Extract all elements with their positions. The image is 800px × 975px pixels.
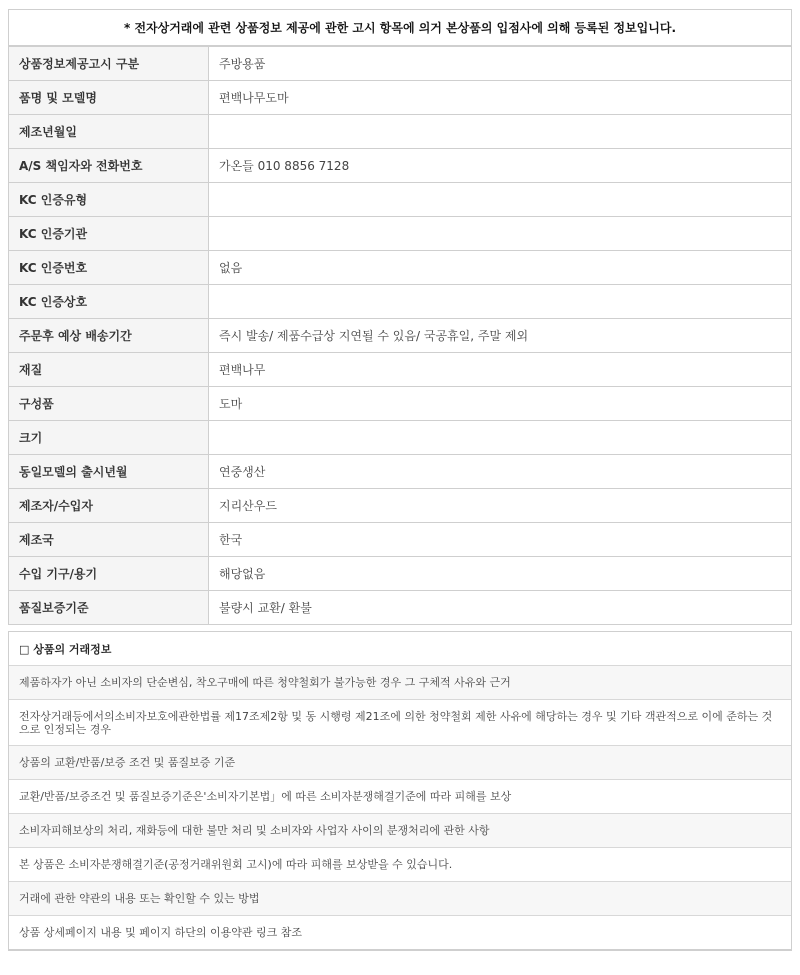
info-label: 제조년월일 [9, 115, 209, 149]
trade-answer: 본 상품은 소비자분쟁해결기준(공정거래위원회 고시)에 따라 피해를 보상받을 수 있습니다. [9, 847, 791, 881]
info-label: 주문후 예상 배송기간 [9, 319, 209, 353]
trade-answer: 교환/반품/보증조건 및 품질보증기준은'소비자기본법」에 따른 소비자분쟁해결기준에 따라 피해를 보상 [9, 779, 791, 813]
info-value: 주방용품 [209, 47, 792, 81]
table-row [9, 387, 792, 421]
info-label: KC 인증번호 [9, 251, 209, 285]
table-row [9, 455, 792, 489]
info-label: 제조국 [9, 523, 209, 557]
info-value: 지리산우드 [209, 489, 792, 523]
info-value: 없음 [209, 251, 792, 285]
trade-question: 제품하자가 아닌 소비자의 단순변심, 착오구매에 따른 청약철회가 불가능한 경우 그 구체적 사유와 근거 [9, 665, 791, 699]
info-label: KC 인증유형 [9, 183, 209, 217]
info-label: 구성품 [9, 387, 209, 421]
info-label: KC 인증기관 [9, 217, 209, 251]
info-label: 품질보증기준 [9, 591, 209, 625]
table-row [9, 353, 792, 387]
trade-question: 상품의 교환/반품/보증 조건 및 품질보증 기준 [9, 745, 791, 779]
info-label: 동일모델의 출시년월 [9, 455, 209, 489]
table-row [9, 183, 792, 217]
notice-header: * 전자상거래에 관련 상품정보 제공에 관한 고시 항목에 의거 본상품의 입점사에 의해 등록된 정보입니다. [8, 9, 792, 46]
info-value: 불량시 교환/ 환불 [209, 591, 792, 625]
info-label: 품명 및 모델명 [9, 81, 209, 115]
info-value: 한국 [209, 523, 792, 557]
table-row [9, 523, 792, 557]
trade-question: 거래에 관한 약관의 내용 또는 확인할 수 있는 방법 [9, 881, 791, 915]
info-value: 도마 [209, 387, 792, 421]
info-label: 크기 [9, 421, 209, 455]
table-row [9, 591, 792, 625]
table-row [9, 285, 792, 319]
info-value [209, 285, 792, 319]
table-row [9, 81, 792, 115]
info-label: 제조자/수입자 [9, 489, 209, 523]
info-label: A/S 책임자와 전화번호 [9, 149, 209, 183]
product-info-notice-section [8, 9, 792, 951]
table-row [9, 149, 792, 183]
info-value [209, 115, 792, 149]
info-value [209, 217, 792, 251]
table-row [9, 489, 792, 523]
table-row [9, 421, 792, 455]
info-value: 편백나무도마 [209, 81, 792, 115]
table-row [9, 557, 792, 591]
trade-question: 소비자피해보상의 처리, 재화등에 대한 불만 처리 및 소비자와 사업자 사이의 분쟁처리에 관한 사항 [9, 813, 791, 847]
info-value [209, 421, 792, 455]
info-label: 재질 [9, 353, 209, 387]
info-value: 편백나무 [209, 353, 792, 387]
table-row [9, 115, 792, 149]
trade-answer: 전자상거래등에서의소비자보호에관한법률 제17조제2항 및 동 시행령 제21조에 의한 청약철회 제한 사유에 해당하는 경우 및 기타 객관적으로 이에 준하는 것으로 인정되는 경우 [9, 699, 791, 745]
table-row [9, 319, 792, 353]
info-label: 수입 기구/용기 [9, 557, 209, 591]
info-value: 연중생산 [209, 455, 792, 489]
table-row [9, 47, 792, 81]
trade-info-section [8, 631, 792, 951]
info-value: 해당없음 [209, 557, 792, 591]
info-value: 즉시 발송/ 제품수급상 지연될 수 있음/ 국공휴일, 주말 제외 [209, 319, 792, 353]
trade-answer: 상품 상세페이지 내용 및 페이지 하단의 이용약관 링크 참조 [9, 915, 791, 949]
info-label: KC 인증상호 [9, 285, 209, 319]
info-value [209, 183, 792, 217]
trade-info-title: □ 상품의 거래정보 [9, 632, 791, 665]
table-row [9, 217, 792, 251]
product-info-table [8, 46, 792, 625]
info-label: 상품정보제공고시 구분 [9, 47, 209, 81]
info-value: 가온들 010 8856 7128 [209, 149, 792, 183]
table-row [9, 251, 792, 285]
